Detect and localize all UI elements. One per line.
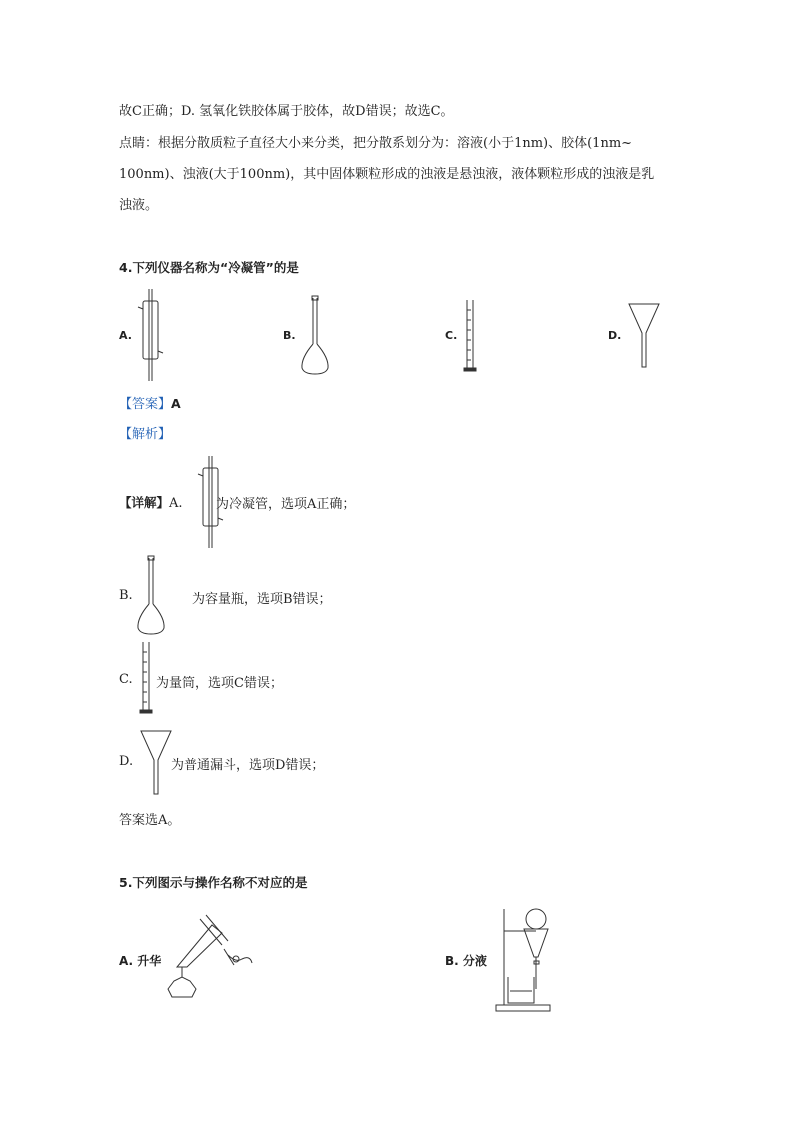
detail-tag: 【详解】 [119, 495, 170, 510]
answer-tag: 【答案】 [119, 397, 172, 412]
analysis-tag: 【解析】 [119, 427, 172, 442]
option-label-c: C. [445, 329, 458, 342]
funnel-icon [628, 303, 660, 369]
sublimation-apparatus-icon [162, 915, 257, 1000]
funnel-icon [140, 730, 172, 796]
volumetric-flask-icon [299, 296, 331, 376]
measuring-cylinder-icon [139, 642, 155, 714]
detail-d-prefix: D. [119, 754, 134, 769]
detail-b-text: 为容量瓶，选项B错误； [192, 592, 332, 607]
option-label-b: B. [283, 329, 296, 342]
measuring-cylinder-icon [463, 300, 479, 372]
detail-a-line [119, 493, 183, 511]
detail-a-text: 为冷凝管，选项A正确； [216, 497, 356, 512]
text-line: 浊液。 [119, 198, 159, 213]
separatory-funnel-icon [494, 905, 554, 1015]
conclusion: 答案选A。 [119, 813, 181, 828]
answer-line [119, 395, 181, 414]
detail-a-prefix: A. [169, 496, 183, 511]
detail-b-prefix: B. [119, 588, 133, 603]
option-label-b: B. 分液 [445, 954, 487, 968]
detail-d-text: 为普通漏斗，选项D错误； [171, 758, 325, 773]
option-label-d: D. [608, 329, 622, 342]
option-label-a: A. 升华 [119, 954, 162, 968]
text-line: 故C正确；D. 氢氧化铁胶体属于胶体，故D错误；故选C。 [119, 104, 454, 119]
detail-c-prefix: C. [119, 672, 133, 687]
detail-c-text: 为量筒，选项C错误； [156, 676, 283, 691]
condenser-icon [134, 289, 164, 384]
option-label-a: A. [119, 329, 132, 342]
text-line: 100nm)、浊液(大于100nm)，其中固体颗粒形成的浊液是悬浊液，液体颗粒形成的浊液是乳 [119, 167, 655, 182]
text-line: 点睛：根据分散质粒子直径大小来分类，把分散系划分为：溶液(小于1nm)、胶体(1nm~ [119, 136, 633, 151]
answer-value: A [171, 396, 181, 411]
question-stem: 5.下列图示与操作名称不对应的是 [119, 875, 308, 890]
question-stem: 4.下列仪器名称为“冷凝管”的是 [119, 260, 299, 275]
volumetric-flask-icon [135, 556, 167, 636]
